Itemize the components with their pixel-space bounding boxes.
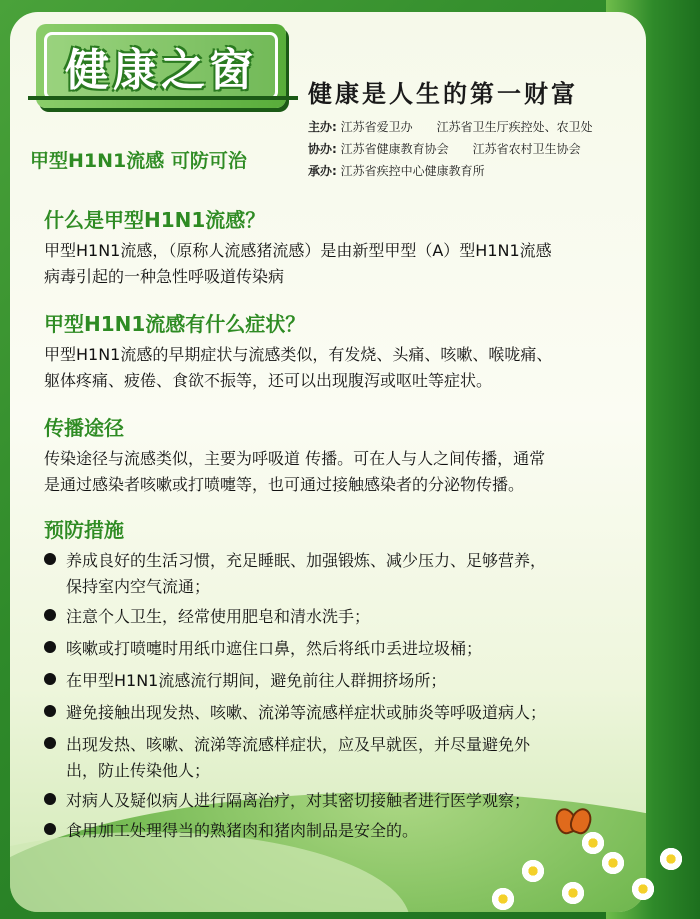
item-text: 出现发热、咳嗽、流涕等流感样症状，应及早就医，并尽量避免外 — [66, 735, 531, 754]
item-text: 在甲型H1N1流感流行期间，避免前往人群拥挤场所； — [66, 671, 447, 690]
bullet-icon — [44, 823, 56, 835]
text-line: 甲型H1N1流感，（原称人流感猪流感）是由新型甲型（A）型H1N1流感 — [44, 241, 552, 260]
heading-prevention: 预防措施 — [44, 518, 124, 542]
bullet-icon — [44, 705, 56, 717]
flower-icon — [560, 880, 586, 906]
item-text: 咳嗽或打喷嚏时用纸巾遮住口鼻，然后将纸巾丢进垃圾桶； — [66, 639, 483, 658]
list-item — [44, 548, 634, 600]
org-names: 江苏省疾控中心健康教育所 — [340, 164, 485, 178]
heading-symptoms: 甲型H1N1流感有什么症状？ — [44, 312, 306, 336]
poster-title: 健康之窗 — [65, 45, 257, 96]
org-role: 协办: — [308, 142, 337, 156]
bullet-icon — [44, 609, 56, 621]
list-item — [44, 788, 634, 814]
bullet-icon — [44, 641, 56, 653]
flower-icon — [520, 858, 546, 884]
paragraph-what — [44, 238, 624, 290]
flower-icon — [630, 876, 656, 902]
list-item — [44, 668, 634, 694]
org-names: 江苏省健康教育协会 江苏省农村卫生协会 — [340, 142, 581, 156]
flower-icon — [490, 886, 516, 912]
list-item — [44, 700, 634, 726]
flower-icon — [658, 846, 684, 872]
item-text: 避免接触出现发热、咳嗽、流涕等流感样症状或肺炎等呼吸道病人； — [66, 703, 547, 722]
item-text-continued: 保持室内空气流通； — [66, 577, 211, 596]
bullet-icon — [44, 553, 56, 565]
list-item — [44, 604, 634, 630]
text-line: 躯体疼痛、疲倦、食欲不振等，还可以出现腹泻或呕吐等症状。 — [44, 371, 493, 390]
motto: 健康是人生的第一财富 — [308, 80, 578, 108]
item-text: 对病人及疑似病人进行隔离治疗，对其密切接触者进行医学观察； — [66, 791, 531, 810]
bullet-icon — [44, 737, 56, 749]
org-role: 承办: — [308, 164, 337, 178]
org-line-host — [308, 118, 593, 135]
list-item — [44, 732, 634, 784]
org-line-undertake — [308, 162, 485, 179]
list-item — [44, 818, 634, 844]
org-role: 主办: — [308, 120, 337, 134]
heading-spread: 传播途径 — [44, 416, 124, 440]
text-line: 是通过感染者咳嗽或打喷嚏等，也可通过接触感染者的分泌物传播。 — [44, 475, 525, 494]
paragraph-spread — [44, 446, 624, 498]
item-text: 养成良好的生活习惯，充足睡眠、加强锻炼、减少压力、足够营养， — [66, 551, 547, 570]
org-line-assist — [308, 140, 581, 157]
item-text: 食用加工处理得当的熟猪肉和猪肉制品是安全的。 — [66, 821, 419, 840]
list-item — [44, 636, 634, 662]
bullet-icon — [44, 673, 56, 685]
text-line: 病毒引起的一种急性呼吸道传染病 — [44, 267, 285, 286]
flower-icon — [580, 830, 606, 856]
text-line: 传染途径与流感类似，主要为呼吸道 传播。可在人与人之间传播，通常 — [44, 449, 546, 468]
title-underline — [28, 96, 298, 100]
heading-what: 什么是甲型H1N1流感？ — [44, 208, 266, 232]
paragraph-symptoms — [44, 342, 624, 394]
text-line: 甲型H1N1流感的早期症状与流感类似，有发烧、头痛、咳嗽、喉咙痛、 — [44, 345, 553, 364]
item-text-continued: 出，防止传染他人； — [66, 761, 211, 780]
bullet-icon — [44, 793, 56, 805]
poster-subtitle: 甲型H1N1流感 可防可治 — [30, 150, 247, 172]
item-text: 注意个人卫生，经常使用肥皂和清水洗手； — [66, 607, 371, 626]
org-names: 江苏省爱卫办 江苏省卫生厅疾控处、农卫处 — [340, 120, 593, 134]
